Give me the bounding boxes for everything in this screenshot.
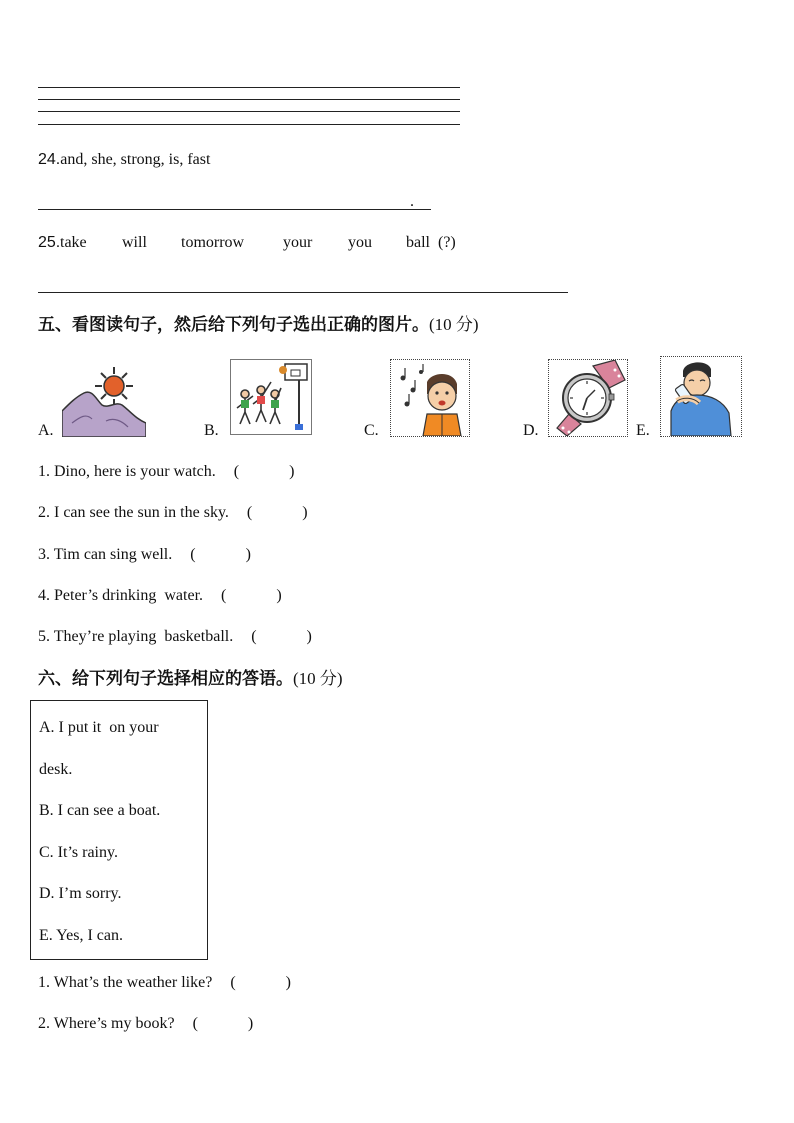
option-d: D. I’m sorry.: [39, 885, 122, 902]
section-6-question-1: 1. What’s the weather like? ( ): [38, 974, 291, 991]
question-25-word: will: [122, 234, 147, 251]
answer-paren-close[interactable]: ): [247, 1015, 254, 1032]
section-5-sentence-2: 2. I can see the sun in the sky. ( ): [38, 504, 308, 521]
question-25-word: ball: [406, 234, 430, 251]
answer-paren-close[interactable]: ): [302, 504, 308, 521]
picture-e-letter: E.: [636, 422, 650, 439]
section-5-heading: 五、看图读句子，然后给下列句子选出正确的图片。(10 分): [38, 315, 479, 335]
boy-singing-icon: [391, 360, 469, 436]
question-25: [38, 233, 468, 253]
answer-paren-open[interactable]: (: [251, 628, 257, 645]
answer-line-1: [38, 87, 460, 88]
section-5-sentence-5: 5. They’re playing basketball. ( ): [38, 628, 312, 645]
question-25-answer-line[interactable]: [38, 292, 568, 293]
question-25-word: take: [60, 234, 87, 251]
answer-paren-open[interactable]: (: [221, 587, 227, 604]
picture-b-letter: B.: [204, 422, 219, 439]
picture-c-letter: C.: [364, 422, 379, 439]
question-25-word: (?): [438, 234, 456, 251]
section-6-heading: 六、给下列句子选择相应的答语。(10 分): [38, 669, 343, 689]
answer-paren-open[interactable]: (: [230, 974, 236, 991]
answer-paren-open[interactable]: (: [192, 1015, 198, 1032]
option-c: C. It’s rainy.: [39, 844, 118, 861]
question-25-number: 25.: [38, 234, 61, 251]
option-e: E. Yes, I can.: [39, 927, 123, 944]
question-25-word: your: [283, 234, 313, 251]
option-a: A. I put it on your: [39, 719, 159, 736]
picture-c: [390, 359, 470, 437]
question-25-word: you: [348, 234, 372, 251]
answer-paren-close[interactable]: ): [245, 546, 251, 563]
picture-a: [62, 363, 146, 437]
picture-b: [230, 359, 312, 435]
question-24-answer-line[interactable]: [38, 209, 431, 210]
section-5-sentence-3: 3. Tim can sing well. ( ): [38, 546, 251, 563]
answer-paren-open[interactable]: (: [233, 463, 240, 480]
answer-options-box: [30, 700, 208, 960]
answer-paren-close[interactable]: ): [285, 974, 291, 991]
answer-paren-close[interactable]: ): [276, 587, 282, 604]
answer-paren-close[interactable]: ): [289, 463, 295, 480]
basketball-players-icon: [231, 360, 311, 434]
question-25-word: tomorrow: [181, 234, 245, 251]
wristwatch-icon: [549, 360, 627, 436]
answer-line-3: [38, 111, 460, 112]
answer-paren-open[interactable]: (: [246, 504, 253, 521]
section-6-question-2: 2. Where’s my book? ( ): [38, 1015, 254, 1032]
section-5-score: (10 分): [429, 315, 479, 334]
question-24-number: 24.: [38, 151, 61, 168]
option-b: B. I can see a boat.: [39, 802, 161, 819]
section-6-score: (10 分): [293, 669, 343, 688]
question-24-words: and, she, strong, is, fast: [60, 151, 211, 168]
answer-line-2: [38, 99, 460, 100]
option-a-continued: desk.: [39, 761, 73, 778]
answer-line-4: [38, 124, 460, 125]
question-24: [38, 150, 210, 170]
question-24-period: .: [410, 193, 414, 210]
sun-over-mountain-icon: [62, 363, 146, 437]
picture-e: [660, 356, 742, 437]
man-drinking-icon: [661, 357, 741, 436]
picture-d: [548, 359, 628, 437]
section-5-sentence-1: 1. Dino, here is your watch. ( ): [38, 463, 295, 480]
picture-d-letter: D.: [523, 422, 539, 439]
picture-a-letter: A.: [38, 422, 54, 439]
answer-paren-open[interactable]: (: [190, 546, 196, 563]
answer-paren-close[interactable]: ): [306, 628, 312, 645]
section-5-sentence-4: 4. Peter’s drinking water. ( ): [38, 587, 282, 604]
